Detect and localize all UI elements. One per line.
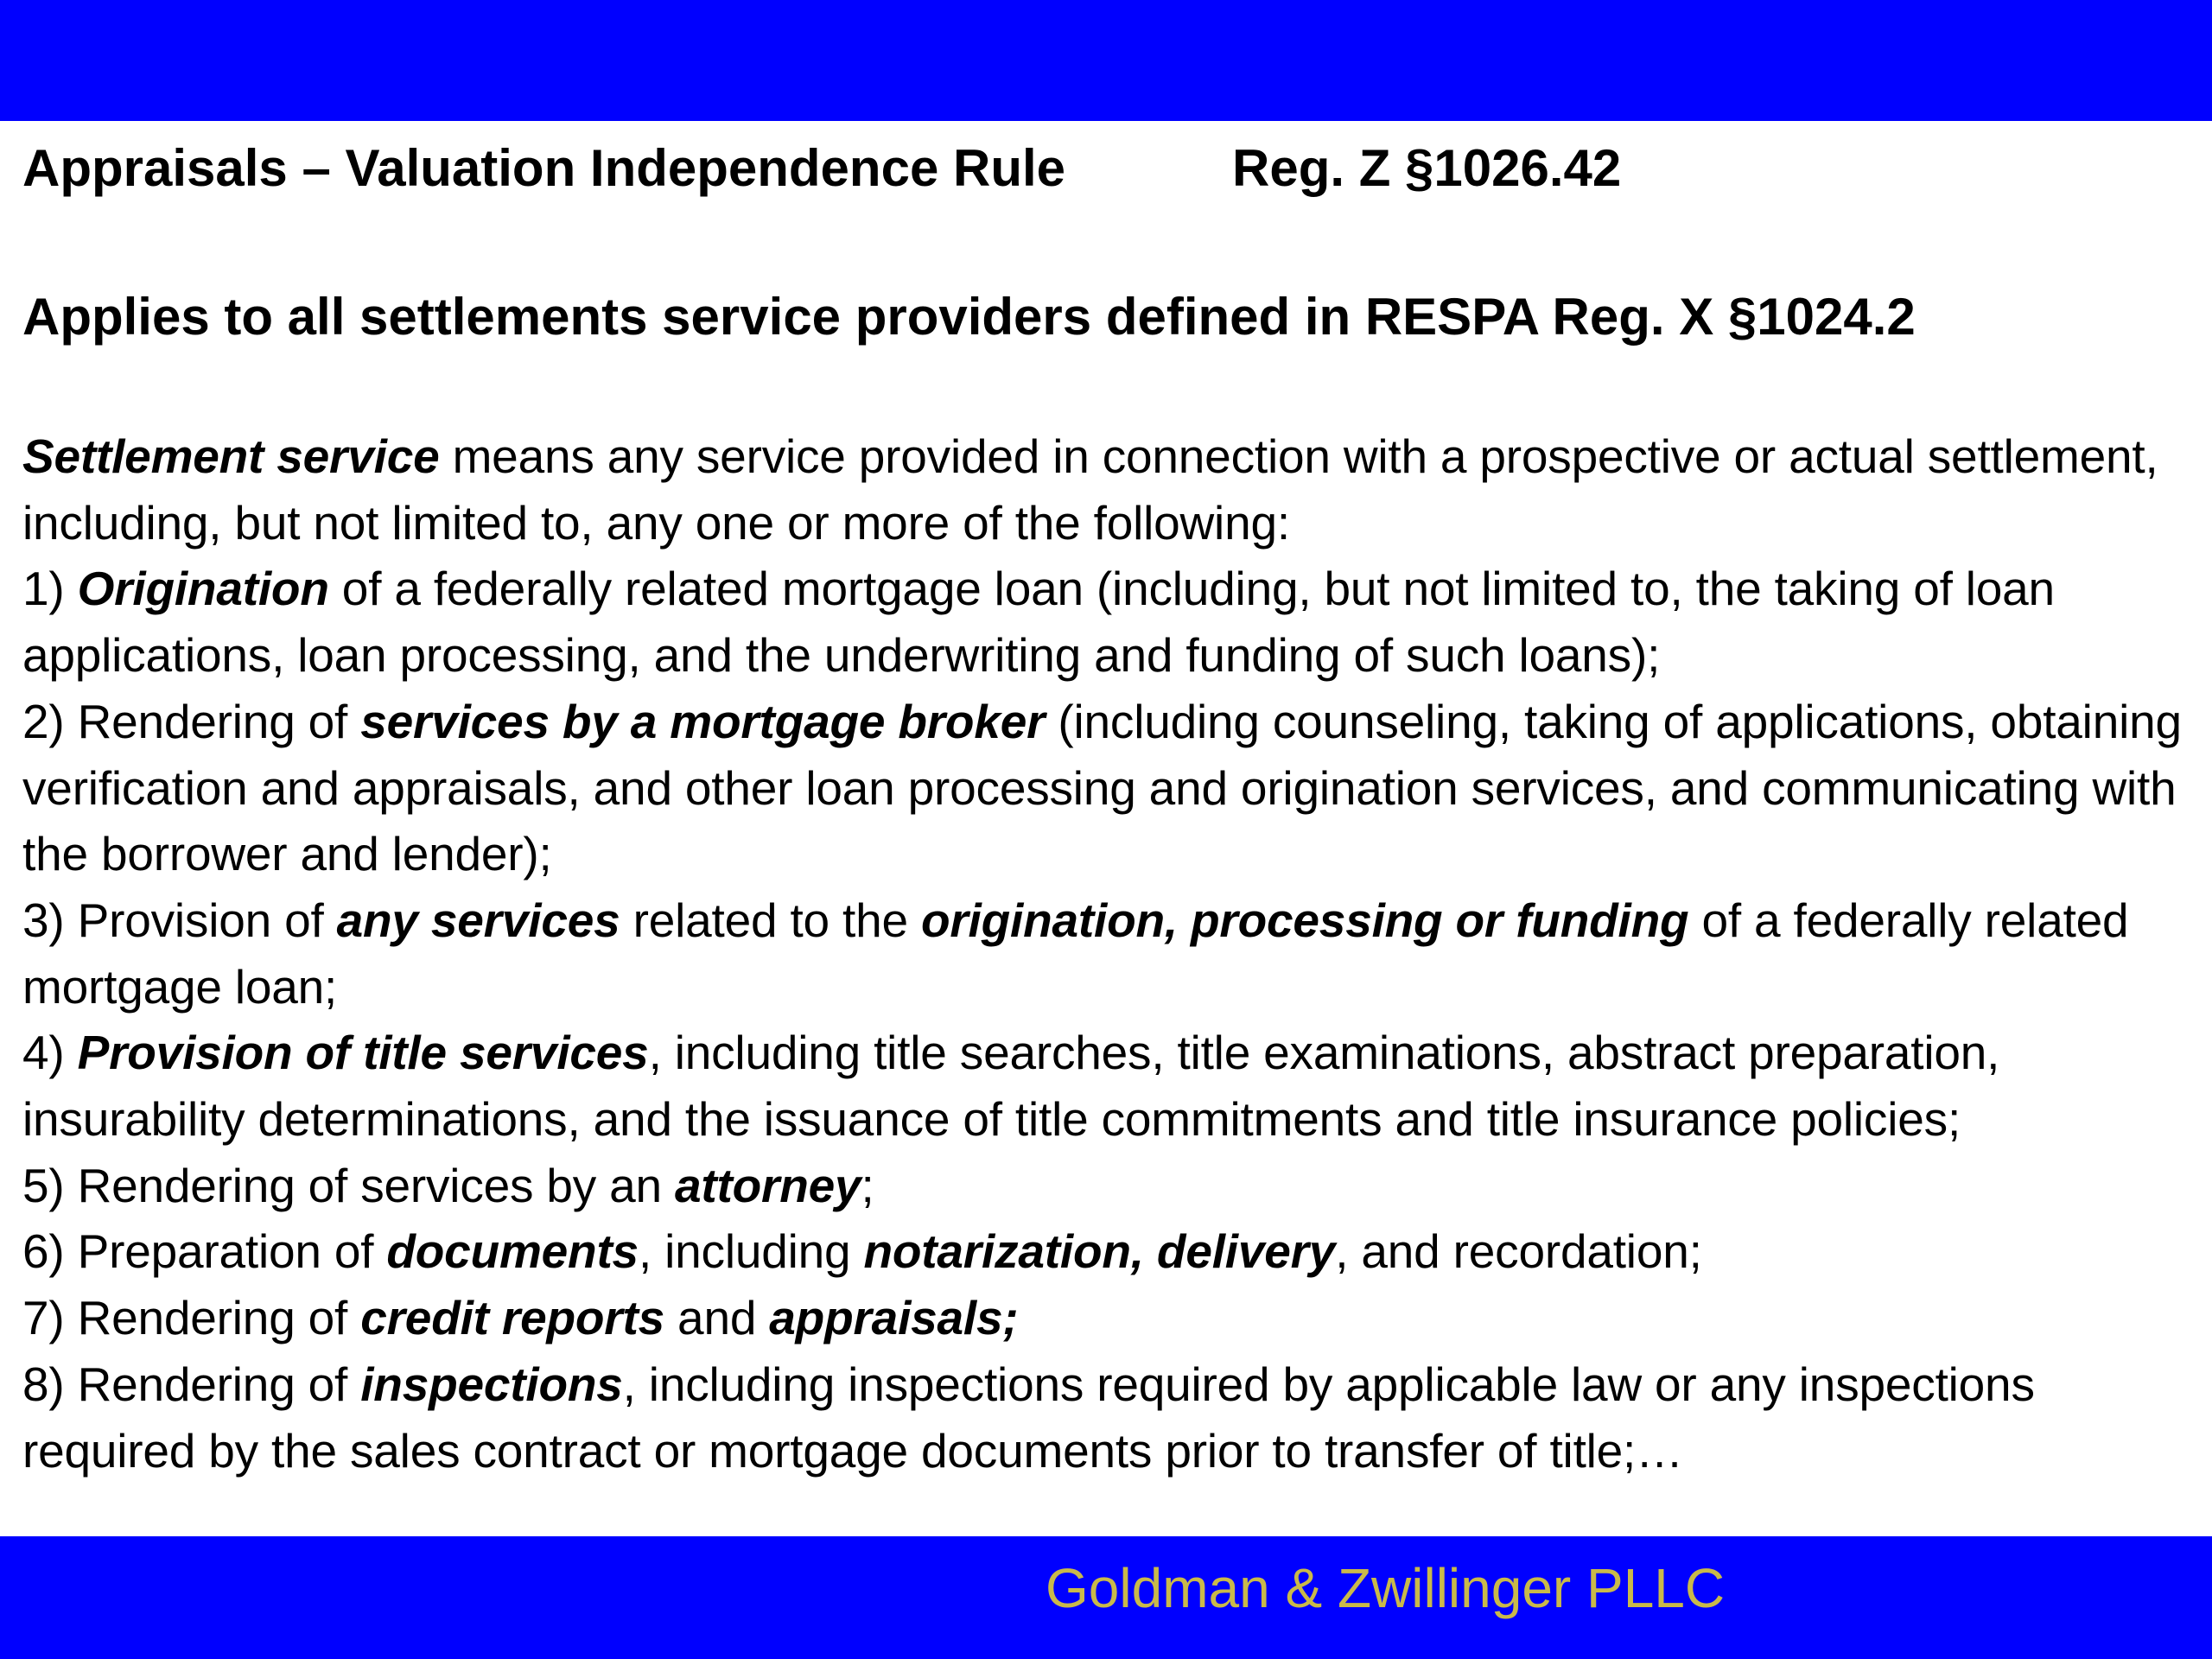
- item-emphasis: origination, processing or funding: [920, 893, 1689, 947]
- list-item: [22, 1020, 2183, 1152]
- definition-text: means any service provided in connection with a prospective or actual settlement, including, but not limited to, any one or more of the following:: [22, 429, 2158, 550]
- list-item: [22, 689, 2183, 887]
- item-text: , including: [638, 1224, 864, 1279]
- definition-term: Settlement service: [22, 429, 440, 483]
- item-text: Rendering of: [77, 694, 361, 748]
- list-item: [22, 1218, 2183, 1285]
- item-text: , and recordation;: [1335, 1224, 1702, 1279]
- list-item: [22, 1153, 2183, 1219]
- item-number: 7): [22, 1291, 78, 1345]
- item-emphasis: appraisals;: [769, 1291, 1019, 1345]
- item-emphasis: inspections: [360, 1357, 623, 1411]
- item-emphasis: any services: [336, 893, 620, 947]
- item-text: Rendering of services by an: [77, 1158, 676, 1212]
- item-text: Provision of: [77, 893, 337, 947]
- list-item: [22, 887, 2183, 1020]
- item-text: (including counseling, taking of applications, obtaining verification and appraisals, and other loan processing and origination services, and communicating with the borrower and lender);: [22, 694, 2182, 881]
- definition-body: [22, 423, 2183, 1484]
- item-emphasis: notarization, delivery: [863, 1224, 1336, 1279]
- item-text: Rendering of: [77, 1357, 361, 1411]
- item-emphasis: documents: [386, 1224, 639, 1279]
- item-text: related to the: [620, 893, 921, 947]
- definition-paragraph: [22, 423, 2183, 556]
- item-emphasis: credit reports: [360, 1291, 664, 1345]
- item-number: 3): [22, 893, 78, 947]
- list-item: [22, 1285, 2183, 1351]
- item-text: , including inspections required by applicable law or any inspections required by the sales contract or mortgage documents prior to transfer of title;…: [22, 1357, 2035, 1478]
- item-emphasis: Provision of title services: [77, 1026, 649, 1080]
- item-text: of a federally related mortgage loan (including, but not limited to, the taking of loan applications, loan processing, and the underwriting and funding of such loans);: [22, 562, 2055, 683]
- slide-title-regulation: Reg. Z §1026.42: [1232, 139, 1622, 197]
- item-emphasis: attorney: [675, 1158, 861, 1212]
- item-number: 6): [22, 1224, 78, 1279]
- applies-heading: Applies to all settlements service providers defined in RESPA Reg. X §1024.2: [22, 288, 1916, 346]
- list-item: [22, 556, 2183, 688]
- list-item: [22, 1351, 2183, 1484]
- footer-firm-name: Goldman & Zwillinger PLLC: [1046, 1557, 1726, 1619]
- item-number: 8): [22, 1357, 78, 1411]
- item-number: 1): [22, 562, 78, 616]
- item-text: Rendering of: [77, 1291, 361, 1345]
- item-emphasis: Origination: [77, 562, 329, 616]
- item-text: ;: [861, 1158, 874, 1212]
- header-bar: [0, 0, 2212, 121]
- item-text: Preparation of: [77, 1224, 387, 1279]
- item-text: of a federally related mortgage loan;: [22, 893, 2129, 1014]
- item-number: 5): [22, 1158, 78, 1212]
- item-text: and: [664, 1291, 770, 1345]
- slide-title: Appraisals – Valuation Independence Rule: [22, 139, 1066, 197]
- item-emphasis: services by a mortgage broker: [360, 694, 1046, 748]
- item-text: , including title searches, title examinations, abstract preparation, insurability determinations, and the issuance of title commitments and title insurance policies;: [22, 1026, 2000, 1147]
- item-number: 2): [22, 694, 78, 748]
- item-number: 4): [22, 1026, 78, 1080]
